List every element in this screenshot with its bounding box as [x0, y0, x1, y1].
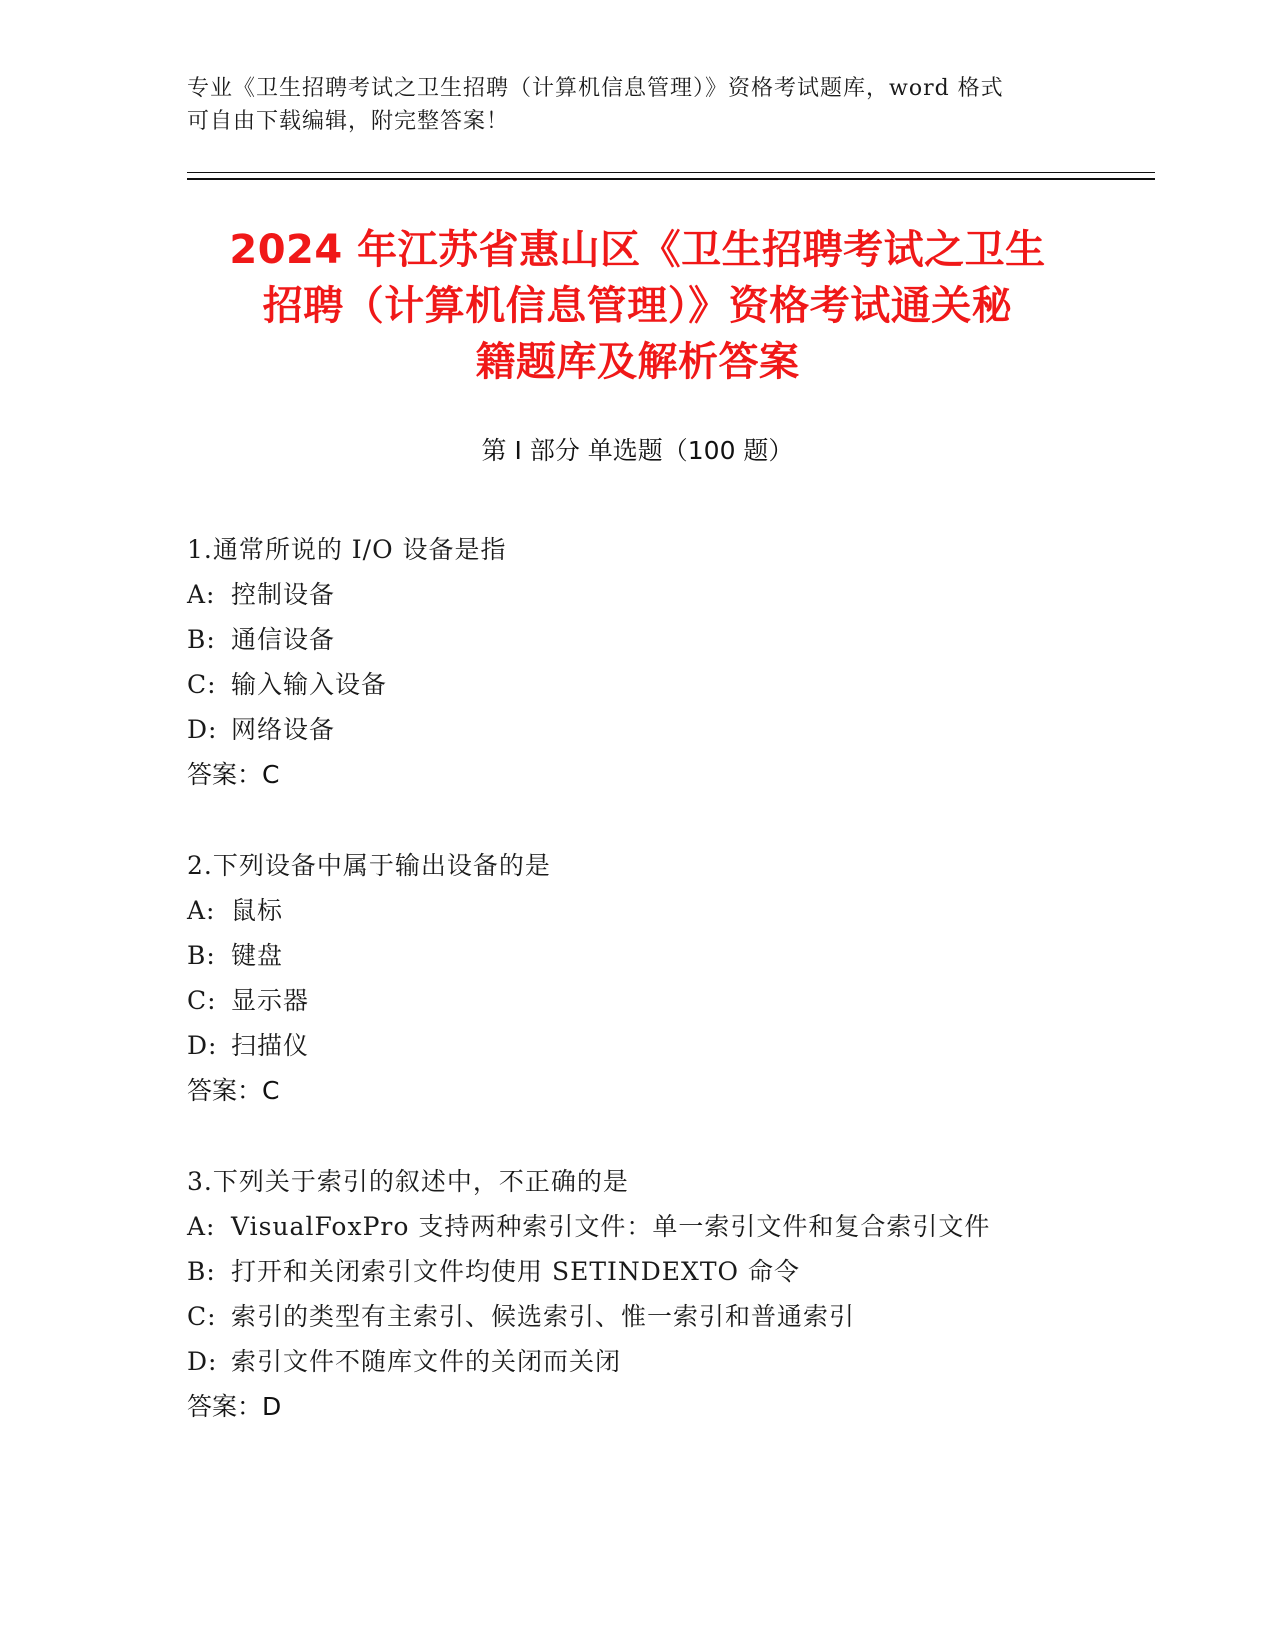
option-key: A: — [187, 896, 216, 925]
header-rule-thick — [187, 178, 1155, 180]
question-1 — [187, 527, 1127, 797]
header-rule-thin — [187, 172, 1155, 173]
option-c — [187, 662, 1127, 707]
title-line-1: 2024 年江苏省惠山区《卫生招聘考试之卫生 — [229, 227, 1046, 273]
question-stem: 1.通常所说的 I/O 设备是指 — [187, 535, 507, 564]
question-stem: 3.下列关于索引的叙述中，不正确的是 — [187, 1167, 629, 1196]
option-b — [187, 1249, 1127, 1294]
option-c — [187, 1294, 1127, 1339]
option-key: B: — [187, 1257, 216, 1286]
question-list — [187, 527, 1127, 1475]
question-answer: 答案：C — [187, 1076, 280, 1105]
option-a — [187, 572, 1127, 617]
question-answer: 答案：C — [187, 760, 280, 789]
option-key: C: — [187, 986, 217, 1015]
option-b — [187, 933, 1127, 978]
option-text: 显示器 — [231, 986, 310, 1015]
option-key: D: — [187, 1031, 218, 1060]
option-key: D: — [187, 1347, 218, 1376]
option-key: D: — [187, 715, 218, 744]
question-2 — [187, 843, 1127, 1113]
option-key: A: — [187, 580, 216, 609]
option-key: B: — [187, 625, 216, 654]
question-answer: 答案：D — [187, 1392, 282, 1421]
question-3 — [187, 1159, 1127, 1429]
option-text: 扫描仪 — [231, 1031, 310, 1060]
option-text: 索引文件不随库文件的关闭而关闭 — [231, 1347, 622, 1376]
option-d — [187, 1023, 1127, 1068]
option-text: 网络设备 — [231, 715, 336, 744]
option-key: C: — [187, 1302, 217, 1331]
option-text: 通信设备 — [231, 625, 336, 654]
option-key: C: — [187, 670, 217, 699]
option-text: VisualFoxPro 支持两种索引文件：单一索引文件和复合索引文件 — [231, 1212, 991, 1241]
header-note-line-1: 专业《卫生招聘考试之卫生招聘（计算机信息管理）》资格考试题库，word 格式 — [187, 76, 1004, 101]
option-d — [187, 1339, 1127, 1384]
option-text: 键盘 — [231, 941, 284, 970]
section-title: 第 I 部分 单选题（100 题） — [481, 436, 794, 465]
option-a — [187, 888, 1127, 933]
option-text: 控制设备 — [231, 580, 336, 609]
option-c — [187, 978, 1127, 1023]
title-line-2: 招聘（计算机信息管理）》资格考试通关秘 — [262, 283, 1013, 329]
option-key: B: — [187, 941, 216, 970]
document-title — [170, 222, 1105, 390]
header-note-line-2: 可自由下载编辑，附完整答案！ — [187, 109, 510, 134]
option-text: 索引的类型有主索引、候选索引、惟一索引和普通索引 — [231, 1302, 856, 1331]
title-line-3: 籍题库及解析答案 — [475, 339, 800, 385]
option-key: A: — [187, 1212, 216, 1241]
option-b — [187, 617, 1127, 662]
option-text: 鼠标 — [231, 896, 284, 925]
option-a — [187, 1204, 1127, 1249]
option-text: 输入输入设备 — [231, 670, 388, 699]
option-text: 打开和关闭索引文件均使用 SETINDEXTO 命令 — [231, 1257, 800, 1286]
option-d — [187, 707, 1127, 752]
question-stem: 2.下列设备中属于输出设备的是 — [187, 851, 551, 880]
header-note — [187, 72, 1087, 138]
